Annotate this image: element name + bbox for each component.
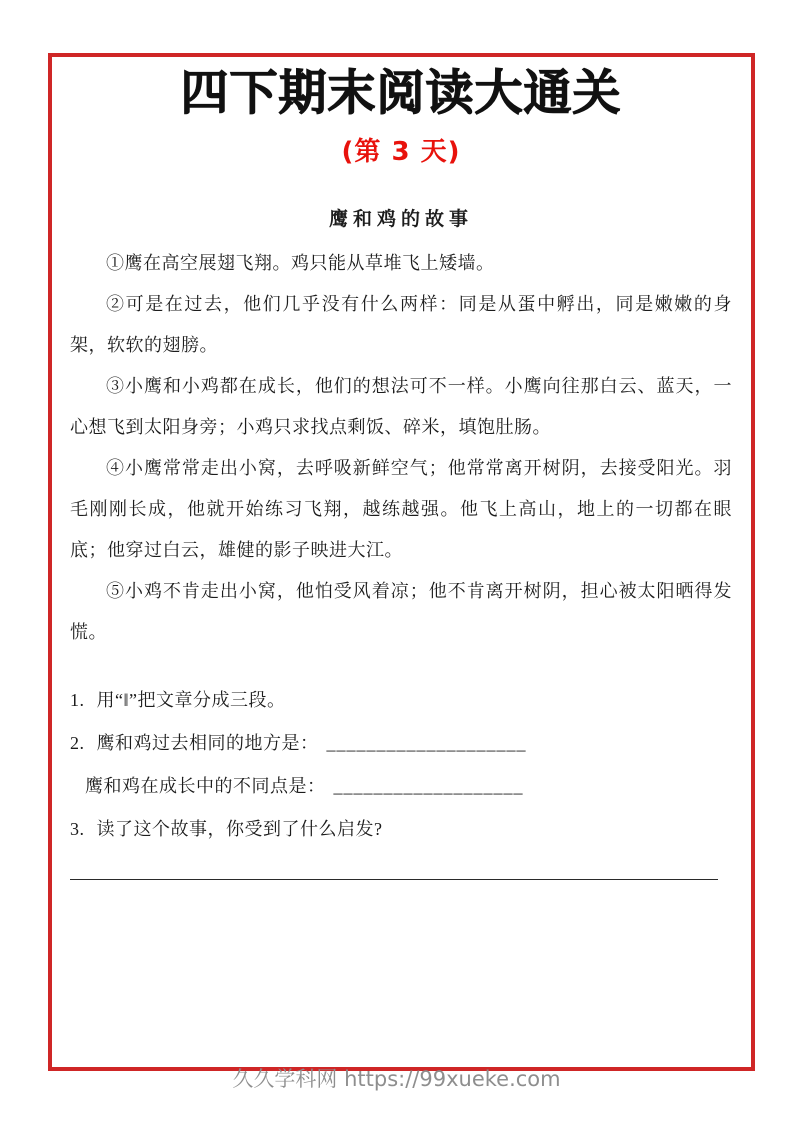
question-2-answer-blank-2: ___________________: [333, 776, 524, 797]
story-paragraph-1: ①鹰在高空展翅飞翔。鸡只能从草堆飞上矮墙。: [106, 253, 495, 274]
questions-section: [70, 679, 732, 880]
site-watermark: 久久学科网 https://99xueke.com: [232, 1067, 561, 1091]
question-3-text: 读了这个故事，你受到了什么启发?: [96, 819, 383, 840]
page-title: 四下期末阅读大通关: [180, 65, 622, 121]
story-paragraph-2: ②可是在过去，他们几乎没有什么两样：同是从蛋中孵出，同是嫩嫩的身架，软软的翅膀。: [70, 294, 732, 356]
question-1-number: 1.: [70, 690, 85, 711]
page-subtitle-day-badge: (第 3 天): [341, 137, 461, 168]
story-paragraph-5: ⑤小鸡不肯走出小窝，他怕受风着凉；他不肯离开树阴，担心被太阳晒得发慌。: [70, 581, 732, 643]
question-2-line-1: [70, 722, 732, 765]
question-2-number: 2.: [70, 733, 85, 754]
story-paragraph-3: ③小鹰和小鸡都在成长，他们的想法可不一样。小鹰向往那白云、蓝天，一心想飞到太阳身旁；小鸡只求找点剩饭、碎米，填饱肚肠。: [70, 376, 732, 438]
story-body: [70, 243, 732, 653]
story-title: 鹰和鸡的故事: [328, 209, 473, 231]
question-2-text-2: 鹰和鸡在成长中的不同点是：: [85, 776, 326, 797]
question-1: [70, 679, 732, 722]
answer-writing-line: [70, 879, 718, 880]
page-content: [70, 0, 732, 880]
story-paragraph-4: ④小鹰常常走出小窝，去呼吸新鲜空气；他常常离开树阴，去接受阳光。羽毛刚刚长成，他就开始练习飞翔，越练越强。他飞上高山，地上的一切都在眼底；他穿过白云，雄健的影子映进大江。: [70, 458, 732, 561]
question-2-line-2: [70, 765, 732, 808]
question-2-answer-blank: ____________________: [326, 733, 527, 754]
question-2-text: 鹰和鸡过去相同的地方是：: [96, 733, 319, 754]
question-3: [70, 808, 732, 851]
question-3-number: 3.: [70, 819, 85, 840]
question-1-text: 用“‖”把文章分成三段。: [96, 690, 286, 711]
